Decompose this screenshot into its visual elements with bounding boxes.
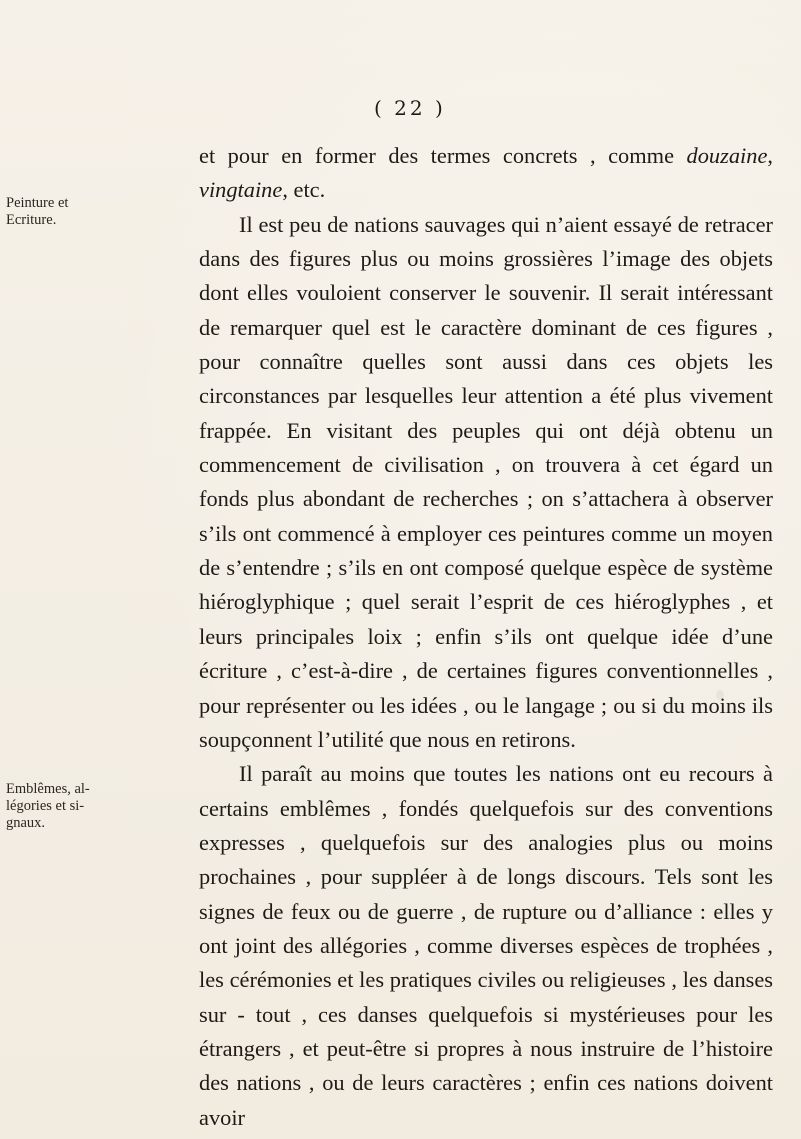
body-text	[199, 139, 773, 1135]
paragraph	[199, 208, 773, 758]
margin-note-line: Peinture et	[6, 195, 69, 211]
margin-note-line: légories et si-	[6, 798, 85, 814]
italic-text: vingtaine	[199, 177, 283, 203]
margin-note-line: Emblêmes, al-	[6, 781, 90, 797]
page-number: ( 22 )	[374, 96, 446, 120]
text-segment: ,	[767, 143, 773, 168]
paragraph	[199, 139, 773, 208]
margin-note-line: Ecriture.	[6, 212, 57, 228]
margin-note-emblemes	[6, 781, 138, 832]
italic-text: douzaine	[686, 143, 768, 168]
text-segment: Il est peu de nations sauvages qui n’aient essayé de retracer dans des figures plus ou moins grossières l’image des objets dont elles vouloient conserver le souvenir. Il serait intéressant de remarquer quel est le caractère dominant de ces figures , pour connaître quelles sont aussi dans ces objets les circonstances par lesquelles leur attention a été plus vivement frappée. En visitant des peuples qui ont déjà obtenu un commencement de civilisation , on trouvera à cet égard un fonds plus abondant de recherches ; on s’attachera à observer s’ils ont commencé à employer ces peintures comme un moyen de s’entendre ; s’ils en ont composé quelque espèce de système hiéroglyphique ; quel serait l’esprit de ces hiéroglyphes , et leurs principales loix ; enfin s’ils ont quelque idée d’une écriture , c’est-à-dire , de certaines figures conventionnelles , pour représenter ou les idées , ou le langage ; ou si du moins ils soupçonnent l’utilité que nous en retirons.	[199, 211, 773, 752]
text-segment: , etc.	[282, 177, 326, 203]
margin-note-peinture	[6, 195, 138, 229]
text-segment: Il paraît au moins que toutes les nations ont eu recours à certains emblêmes , fondés quelquefois sur des conventions expresses , quelquefois sur des analogies plus ou moins prochaines , pour suppléer à de longs discours. Tels sont les signes de feux ou de guerre , de rupture ou d’alliance : elles y ont joint des allégories , comme diverses espèces de trophées , les cérémonies et les pratiques civiles ou religieuses , les danses sur - tout , ces danses quelquefois si mystérieuses pour les étrangers , et peut-être si propres à nous instruire de l’histoire des nations , ou de leurs caractères ; enfin ces nations doivent avoir	[199, 761, 773, 1130]
paragraph	[199, 757, 773, 1135]
margin-note-line: gnaux.	[6, 815, 46, 831]
text-segment: et pour en former des termes concrets , comme	[199, 143, 687, 168]
